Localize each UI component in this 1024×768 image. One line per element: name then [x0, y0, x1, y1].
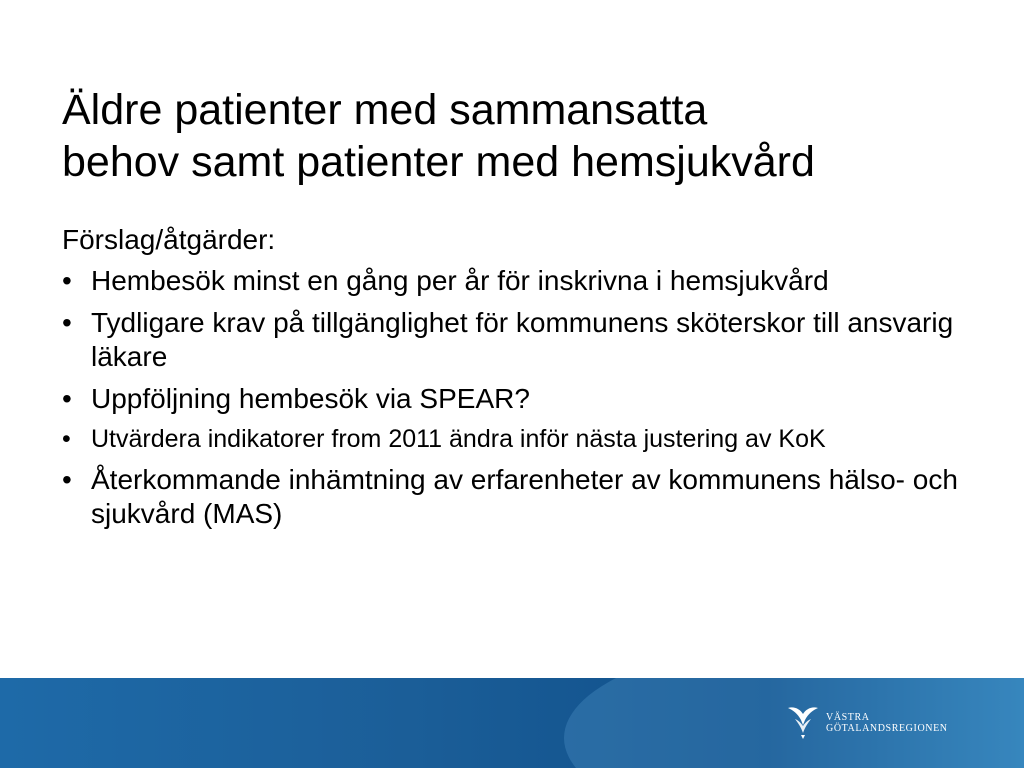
bullet-list: [62, 264, 962, 531]
logo-wordmark: [826, 712, 948, 734]
bullet-item: [62, 306, 962, 374]
bullet-text: Tydligare krav på tillgänglighet för kommunens sköterskor till ansvarig läkare: [91, 307, 954, 372]
bullet-item: [62, 424, 962, 455]
vgr-logo-icon: [786, 705, 820, 741]
bullet-text: Uppföljning hembesök via SPEAR?: [91, 383, 530, 414]
bullet-item: [62, 264, 962, 298]
bullet-marker: •: [62, 383, 72, 414]
bullet-text: Återkommande inhämtning av erfarenheter av kommunens hälso- och sjukvård (MAS): [91, 464, 958, 529]
bullet-marker: •: [62, 265, 72, 296]
bullet-item: [62, 382, 962, 416]
bullet-text: Utvärdera indikatorer from 2011 ändra inför nästa justering av KoK: [91, 425, 826, 453]
logo-line-1: VÄSTRA: [826, 712, 870, 723]
organization-logo: [786, 705, 948, 741]
intro-text: Förslag/åtgärder:: [62, 224, 276, 255]
title-line-2: behov samt patienter med hemsjukvård: [62, 138, 815, 186]
bullet-text: Hembesök minst en gång per år för inskrivna i hemsjukvård: [91, 265, 829, 296]
bullet-item: [62, 463, 962, 531]
bullet-marker: •: [62, 307, 72, 338]
slide-content: [62, 222, 962, 539]
slide-title: [62, 84, 1002, 188]
title-line-1: Äldre patienter med sammansatta: [62, 86, 708, 134]
logo-line-2: GÖTALANDSREGIONEN: [826, 723, 948, 734]
bullet-marker: •: [62, 425, 71, 453]
bullet-marker: •: [62, 464, 72, 495]
